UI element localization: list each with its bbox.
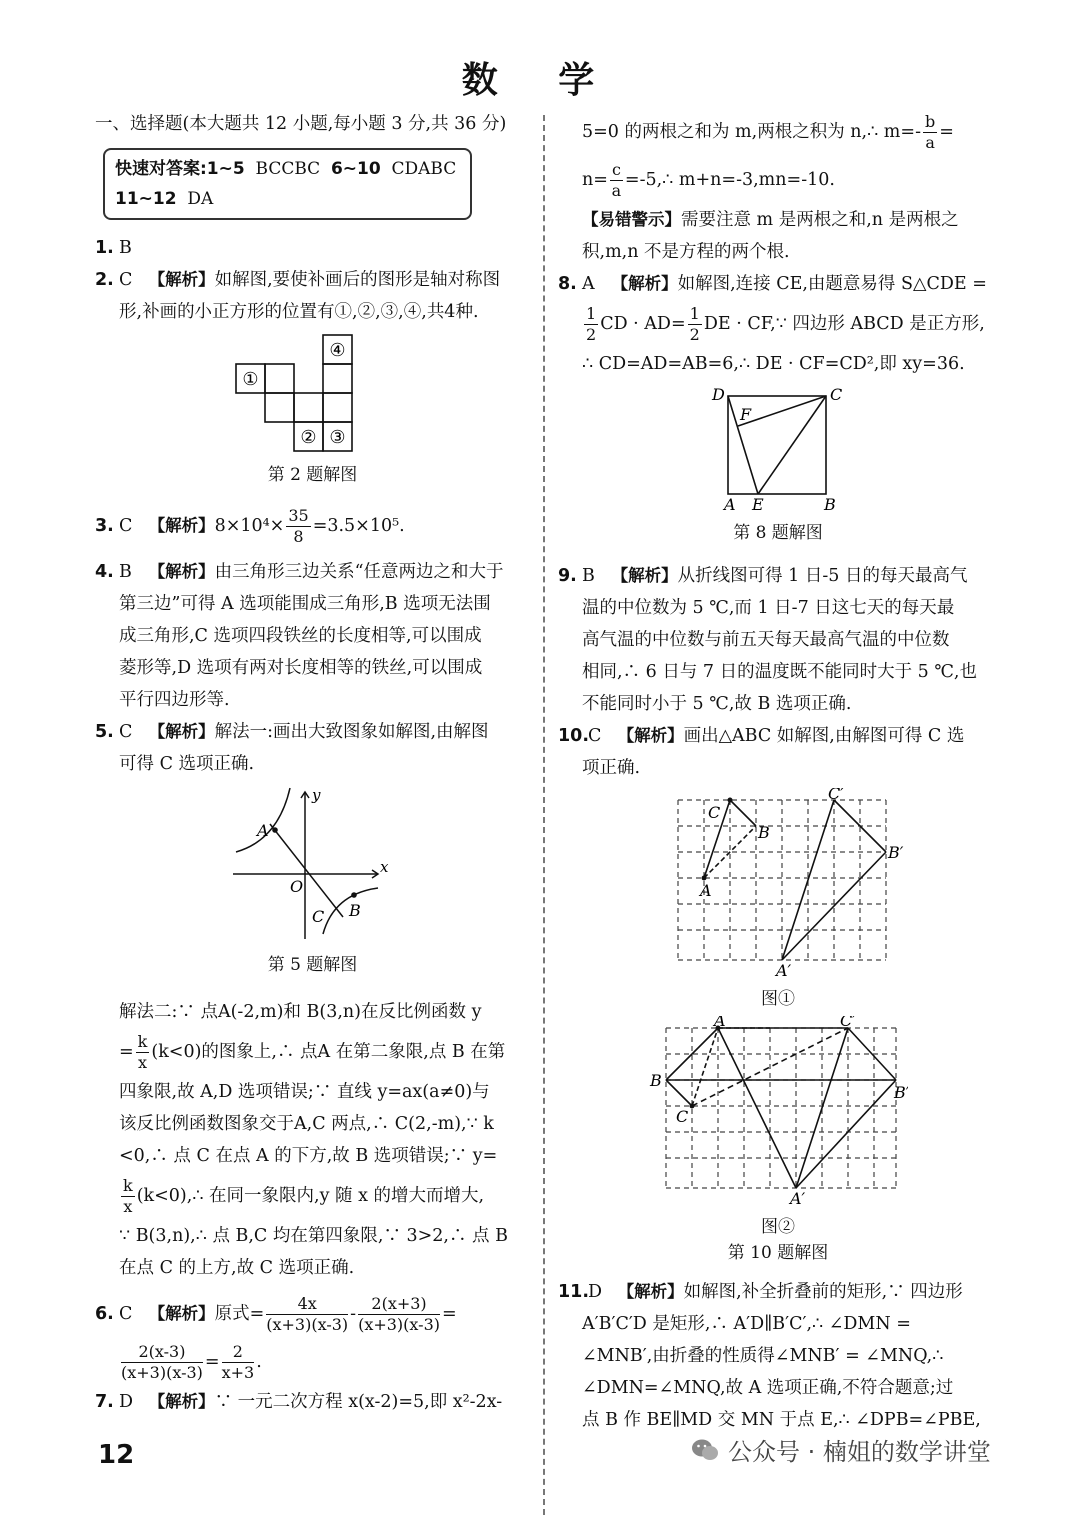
q8-square-diagram <box>708 384 848 512</box>
section-heading: 一、选择题(本大题共 12 小题,每小题 3 分,共 36 分) <box>95 114 507 134</box>
q5b-line1: 解法二:∵ 点A(-2,m)和 B(3,n)在反比例函数 y <box>119 1002 482 1022</box>
figure-q10-2 <box>558 1016 998 1210</box>
q5-line2: 可得 C 选项正确. <box>119 754 255 774</box>
q8-label-d: D <box>712 385 725 404</box>
q8-line3: ∴ CD=AD=AB=6,∴ DE · CF=CD²,即 xy=36. <box>582 354 965 374</box>
q7-frac-c: $\frac{c}{a}$ <box>611 160 622 200</box>
q8: 8. A 【解析】如解图,连接 CE,由题意易得 S△CDE = <box>558 274 987 294</box>
q8-line2: $\frac{1}{2}$ CD · AD= $\frac{1}{2}$ DE · CF,∵ 四边形 ABCD 是正方形, <box>586 304 985 344</box>
quick-label-1: 快速对答案:1~5 <box>115 159 245 179</box>
q7-cont-line1: 5=0 的两根之和为 m,两根之积为 n,∴ m=- $\frac{b}{a}$ = <box>582 112 954 152</box>
column-divider <box>543 115 545 1515</box>
q10-2-label-c2: C′ <box>840 1016 856 1030</box>
page-title: 数 学 <box>461 60 619 101</box>
q5-label-c: C <box>311 907 324 926</box>
q5b-frac: $\frac{k}{x}$ <box>137 1032 148 1072</box>
q11-line2: A′B′C′D 是矩形,∴ A′D∥B′C′,∴ ∠DMN = <box>582 1314 911 1334</box>
q11-line3: ∠MNB′,由折叠的性质得∠MNB′ = ∠MNQ,∴ <box>582 1346 944 1366</box>
warning-line1: 【易错警示】需要注意 m 是两根之和,n 是两根之 <box>582 210 959 230</box>
q7-cont-line2: n= $\frac{c}{a}$ =-5,∴ m+n=-3,mn=-10. <box>582 160 835 200</box>
q2-cell-4: ④ <box>328 340 346 361</box>
q5-origin: O <box>289 877 303 896</box>
figure-q10-2-caption: 图② <box>761 1217 795 1237</box>
q8-label-b: B <box>824 495 836 512</box>
figure-q2 <box>95 332 530 458</box>
figure-q8 <box>558 384 998 516</box>
q5: 5. C 【解析】解法一:画出大致图象如解图,由解图 <box>95 722 489 742</box>
q5b-line8: 在点 C 的上方,故 C 选项正确. <box>119 1258 355 1278</box>
q8-frac1: $\frac{1}{2}$ <box>586 304 597 344</box>
q9-line5: 不能同时小于 5 ℃,故 B 选项正确. <box>582 694 852 714</box>
right-column <box>558 108 998 1436</box>
wechat-icon <box>690 1437 720 1463</box>
q5b-line2: = $\frac{k}{x}$ (k<0)的图象上,∴ 点A 在第二象限,点 B 在第 <box>119 1032 506 1072</box>
q5-graph <box>228 784 398 944</box>
page-number: 12 <box>98 1440 135 1470</box>
q6-frac3: $\frac{2(x-3)}{(x+3)(x-3)}$ <box>121 1342 203 1382</box>
q10-grid-diagram-1 <box>648 788 908 978</box>
q11: 11.D 【解析】如解图,补全折叠前的矩形,∵ 四边形 <box>558 1282 963 1302</box>
q5b-line5: <0,∴ 点 C 在点 A 的下方,故 B 选项错误;∵ y= <box>119 1146 498 1166</box>
q4: 4. B 【解析】由三角形三边关系“任意两边之和大于 <box>95 562 504 582</box>
q2-cell-2: ② <box>299 427 317 448</box>
quick-answers-1: BCCBC <box>255 159 321 179</box>
q6: 6. C 【解析】原式= $\frac{4x}{(x+3)(x-3)}$ - $\frac{2(x+3)}{(x+3)(x-3)}$ = <box>95 1294 457 1334</box>
q10-1-label-a2: A′ <box>776 961 792 978</box>
figure-q8-caption: 第 8 题解图 <box>733 523 823 543</box>
quick-answers-3: DA <box>187 189 214 209</box>
q6-frac2: $\frac{2(x+3)}{(x+3)(x-3)}$ <box>358 1294 440 1334</box>
warning-line2: 积,m,n 不是方程的两个根. <box>582 242 790 262</box>
left-column <box>95 108 530 1418</box>
q10-1-label-c2: C′ <box>828 788 844 803</box>
q8-label-e: E <box>752 495 764 512</box>
q5b-line3: 四象限,故 A,D 选项错误;∵ 直线 y=ax(a≠0)与 <box>119 1082 490 1102</box>
q4-line4: 菱形等,D 选项有两对长度相等的铁丝,可以围成 <box>119 658 483 678</box>
q10-2-label-c: C <box>676 1107 689 1126</box>
q5-axis-y: y <box>311 786 320 804</box>
q9-line3: 高气温的中位数与前五天每天最高气温的中位数 <box>582 630 950 650</box>
q7-frac-b: $\frac{b}{a}$ <box>924 112 936 152</box>
q2: 2. C 【解析】如解图,要使补画后的图形是轴对称图 <box>95 270 501 290</box>
q5b-line6: $\frac{k}{x}$ (k<0),∴ 在同一象限内,y 随 x 的增大而增大, <box>123 1176 485 1216</box>
q10-2-label-b: B <box>650 1071 662 1090</box>
figure-q5 <box>95 784 530 948</box>
q6-line2: $\frac{2(x-3)}{(x+3)(x-3)}$ = $\frac{2}{x+3}$ . <box>121 1342 262 1382</box>
q4-line2: 第三边”可得 A 选项能围成三角形,B 选项无法围 <box>119 594 491 614</box>
q6-frac4: $\frac{2}{x+3}$ <box>221 1342 255 1382</box>
q8-label-c: C <box>830 385 843 404</box>
quick-label-3: 11~12 <box>115 189 177 209</box>
q8-label-f: F <box>740 405 752 424</box>
figure-q10-1 <box>558 788 998 982</box>
q10-2-label-b2: B′ <box>894 1083 908 1102</box>
q10: 10.C 【解析】画出△ABC 如解图,由解图可得 C 选 <box>558 726 965 746</box>
q10-1-label-c: C <box>708 803 721 822</box>
q5-label-b: B <box>348 901 361 920</box>
q5b-frac2: $\frac{k}{x}$ <box>123 1176 133 1216</box>
q5-axis-x: x <box>379 858 388 876</box>
q8-frac2: $\frac{1}{2}$ <box>689 304 700 344</box>
quick-answers-2: CDABC <box>391 159 457 179</box>
q10-1-label-a: A <box>700 881 712 900</box>
q6-frac1: $\frac{4x}{(x+3)(x-3)}$ <box>266 1294 349 1334</box>
q5-label-a: A <box>256 821 269 840</box>
q9-line4: 相同,∴ 6 日与 7 日的温度既不能同时大于 5 ℃,也 <box>582 662 977 682</box>
q5-point-a <box>272 827 278 833</box>
q8-label-a: A <box>724 495 736 512</box>
q7: 7. D 【解析】∵ 一元二次方程 x(x-2)=5,即 x²-2x- <box>95 1392 503 1412</box>
watermark-text: 公众号 · 楠姐的数学讲堂 <box>728 1438 991 1466</box>
q10-grid-diagram-2 <box>648 1016 908 1206</box>
q5-point-b <box>351 892 357 898</box>
q10-1-label-b: B <box>758 823 770 842</box>
q2-cell-1: ① <box>241 369 259 390</box>
q10-line2: 项正确. <box>582 758 641 778</box>
q9-line2: 温的中位数为 5 ℃,而 1 日-7 日这七天的每天最 <box>582 598 955 618</box>
watermark <box>690 1432 991 1467</box>
figure-q2-caption: 第 2 题解图 <box>267 465 358 485</box>
quick-answer-box <box>103 148 472 220</box>
q10-2-label-a: A <box>714 1016 726 1030</box>
q2-grid-diagram <box>233 332 393 454</box>
quick-label-2: 6~10 <box>330 159 381 179</box>
q11-line5: 点 B 作 BE∥MD 交 MN 于点 E,∴ ∠DPB=∠PBE, <box>582 1410 981 1430</box>
q9: 9. B 【解析】从折线图可得 1 日-5 日的每天最高气 <box>558 566 968 586</box>
q2-line2: 形,补画的小正方形的位置有①,②,③,④,共4种. <box>119 302 479 322</box>
q10-1-label-b2: B′ <box>888 843 904 862</box>
q4-line5: 平行四边形等. <box>119 690 230 710</box>
q5b-line4: 该反比例函数图象交于A,C 两点,∴ C(2,-m),∵ k <box>119 1114 494 1134</box>
q3: 3. C 【解析】8×10⁴× $\frac{35}{8}$ =3.5×10⁵. <box>95 506 405 546</box>
q5b-line7: ∵ B(3,n),∴ 点 B,C 均在第四象限,∵ 3>2,∴ 点 B <box>119 1226 508 1246</box>
q11-line4: ∠DMN=∠MNQ,故 A 选项正确,不符合题意;过 <box>582 1378 954 1398</box>
q4-line3: 成三角形,C 选项四段铁丝的长度相等,可以围成 <box>119 626 482 646</box>
q3-fraction: $\frac{35}{8}$ <box>288 506 309 546</box>
q1: 1. B <box>95 238 132 258</box>
q2-cell-3: ③ <box>328 427 346 448</box>
figure-q5-caption: 第 5 题解图 <box>267 955 358 975</box>
q10-2-label-a2: A′ <box>790 1189 806 1206</box>
figure-q10-1-caption: 图① <box>761 989 795 1009</box>
figure-q10-caption: 第 10 题解图 <box>727 1243 829 1263</box>
